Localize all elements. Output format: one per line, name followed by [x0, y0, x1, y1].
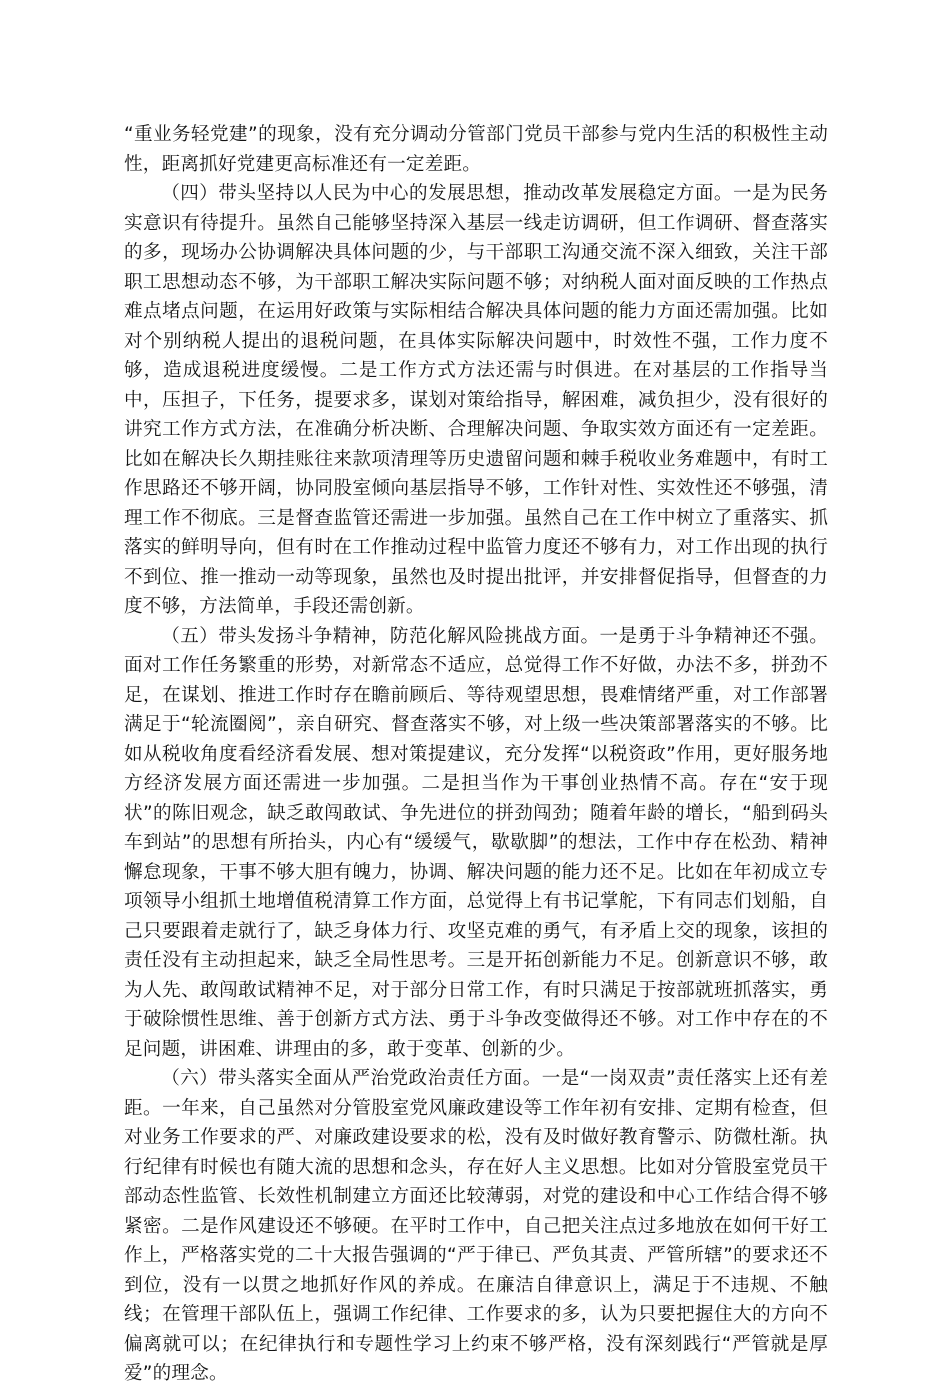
paragraph-section-four: （四）带头坚持以人民为中心的发展思想，推动改革发展稳定方面。一是为民务实意识有待提升。虽然自己能够坚持深入基层一线走访调研，但工作调研、督查落实的多，现场办公协调解决具体问题的少，与干部职工沟通交流不深入细致，关注干部职工思想动态不够，为干部职工解决实际问题不够；对纳税人面对面反映的工作热点难点堵点问题，在运用好政策与实际相结合解决具体问题的能力方面还需加强。比如对个别纳税人提出的退税问题，在具体实际解决问题中，时效性不强，工作力度不够，造成退税进度缓慢。二是工作方式方法还需与时俱进。在对基层的工作指导当中，压担子，下任务，提要求多，谋划对策给指导，解困难，减负担少，没有很好的讲究工作方式方法，在准确分析决断、合理解决问题、争取实效方面还有一定差距。比如在解决长久期挂账往来款项清理等历史遗留问题和棘手税收业务难题中，有时工作思路还不够开阔，协同股室倾向基层指导不够，工作针对性、实效性还不够强，清理工作不彻底。三是督查监管还需进一步加强。虽然自己在工作中树立了重落实、抓落实的鲜明导向，但有时在工作推动过程中监管力度还不够有力，对工作出现的执行不到位、推一推动一动等现象，虽然也及时提出批评，并安排督促指导，但督查的力度不够，方法简单，手段还需创新。	[124, 183, 828, 617]
paragraph-section-six: （六）带头落实全面从严治党政治责任方面。一是“一岗双责”责任落实上还有差距。一年来，自己虽然对分管股室党风廉政建设等工作年初有安排、定期有检查，但对业务工作要求的严、对廉政建设要求的松，没有及时做好教育警示、防微杜渐。执行纪律有时候也有随大流的思想和念头，存在好人主义思想。比如对分管股室党员干部动态性监管、长效性机制建立方面还比较薄弱，对党的建设和中心工作结合得不够紧密。二是作风建设还不够硬。在平时工作中，自己把关注点过多地放在如何干好工作上，严格落实党的二十大报告强调的“严于律已、严负其责、严管所辖”的要求还不到位，没有一以贯之地抓好作风的养成。在廉洁自律意识上，满足于不违规、不触线；在管理干部队伍上，强调工作纪律、工作要求的多，认为只要把握住大的方向不偏离就可以；在纪律执行和专题性学习上约束不够严格，没有深刻践行“严管就是厚爱”的理念。	[124, 1068, 828, 1384]
paragraph-section-five: （五）带头发扬斗争精神，防范化解风险挑战方面。一是勇于斗争精神还不强。面对工作任务繁重的形势，对新常态不适应，总觉得工作不好做，办法不多，拼劲不足，在谋划、推进工作时存在瞻前顾后、等待观望思想，畏难情绪严重，对工作部署满足于“轮流圈阅”，亲自研究、督查落实不够，对上级一些决策部署落实的不够。比如从税收角度看经济看发展、想对策提建议，充分发挥“以税资政”作用，更好服务地方经济发展方面还需进一步加强。二是担当作为干事创业热情不高。存在“安于现状”的陈旧观念，缺乏敢闯敢试、争先进位的拼劲闯劲；随着年龄的增长，“船到码头车到站”的思想有所抬头，内心有“缓缓气，歇歇脚”的想法，工作中存在松劲、精神懈怠现象，干事不够大胆有魄力，协调、解决问题的能力还不足。比如在年初成立专项领导小组抓土地增值税清算工作方面，总觉得上有书记掌舵，下有同志们划船，自己只要跟着走就行了，缺乏身体力行、攻坚克难的勇气，有矛盾上交的现象，该担的责任没有主动担起来，缺乏全局性思考。三是开拓创新能力不足。创新意识不够，敢为人先、敢闯敢试精神不足，对于部分日常工作，有时只满足于按部就班抓落实，勇于破除惯性思维、善于创新方式方法、勇于斗争改变做得还不够。对工作中存在的不足问题，讲困难、讲理由的多，敢于变革、创新的少。	[124, 625, 828, 1060]
document-page	[124, 120, 828, 1389]
paragraph-continuation: “重业务轻党建”的现象，没有充分调动分管部门党员干部参与党内生活的积极性主动性，距离抓好党建更高标准还有一定差距。	[124, 124, 828, 175]
